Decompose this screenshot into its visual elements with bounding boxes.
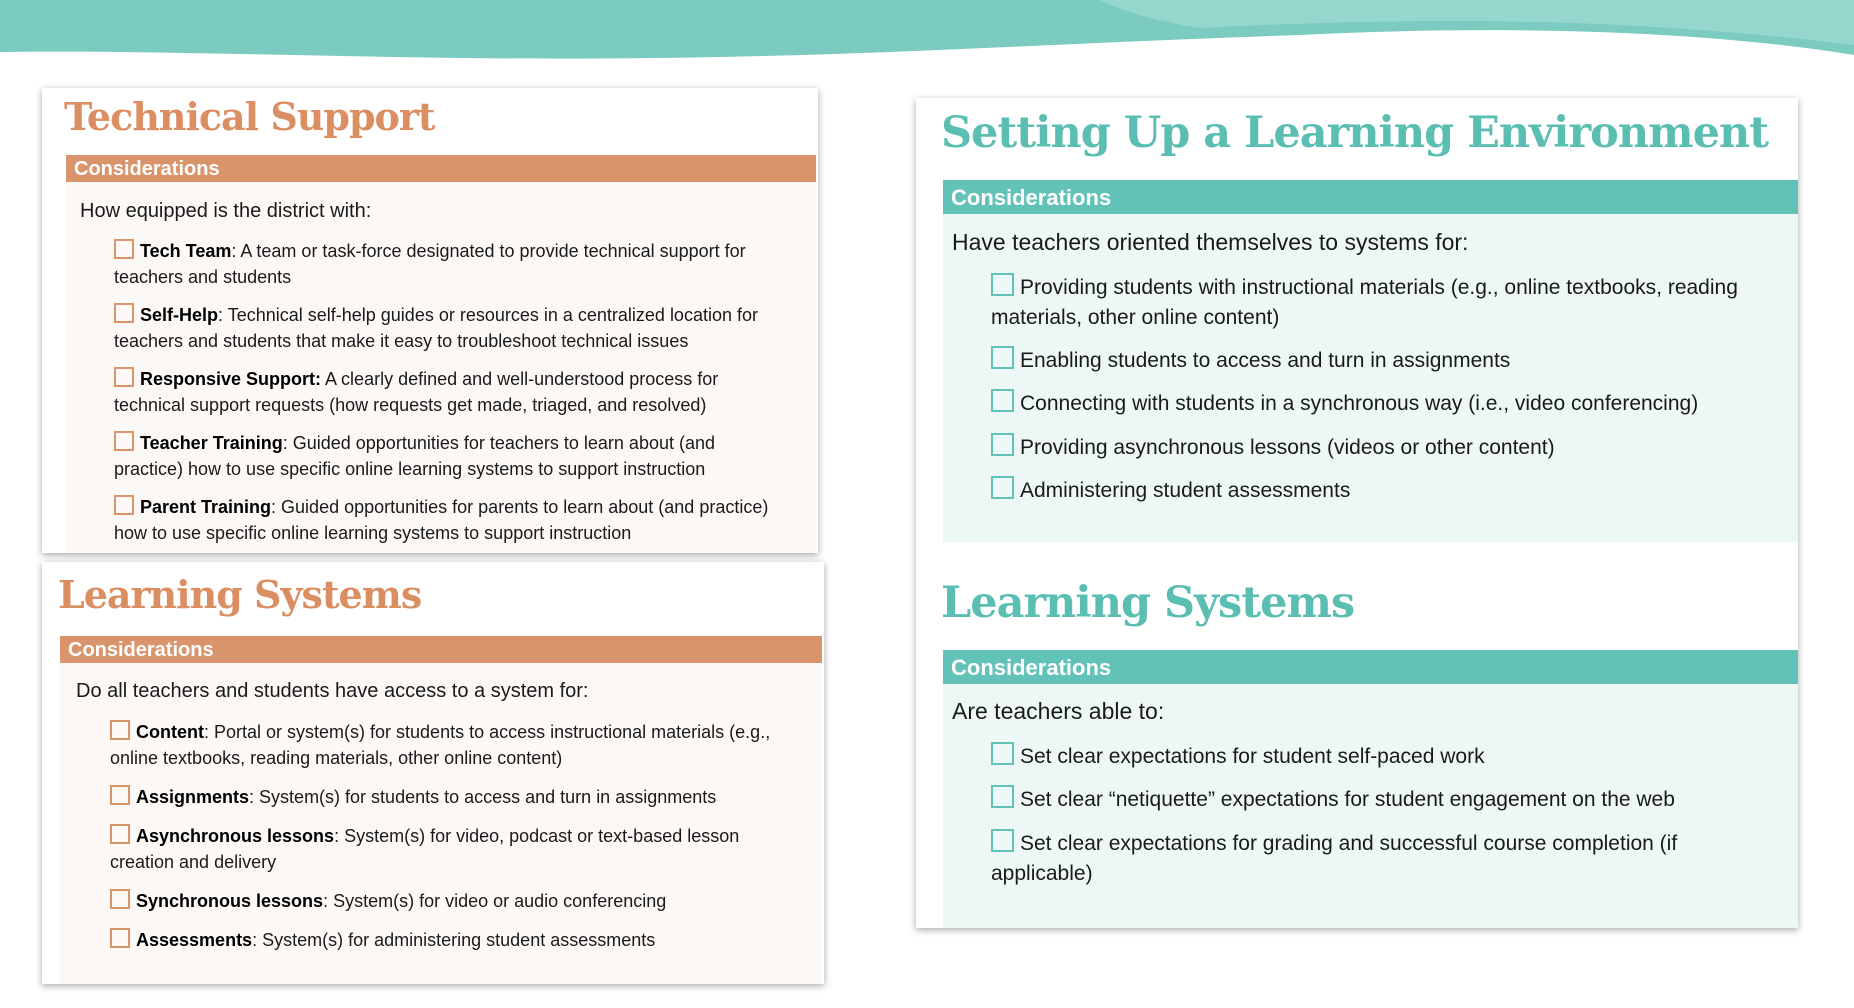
checkbox[interactable] (114, 367, 134, 387)
considerations-bar: Considerations (943, 650, 1798, 684)
checklist-item-assessments: Assessments: System(s) for administering student assessments (110, 927, 800, 953)
technical-support-title: Technical Support (64, 94, 435, 139)
checkbox[interactable] (991, 829, 1014, 852)
checkbox[interactable] (991, 273, 1014, 296)
checklist-item-parent-training: Parent Training: Guided opportunities for parents to learn about (and practice) how to use specific online learning systems to support instruction (114, 497, 769, 544)
checklist-item-content: Content: Portal or system(s) for students to access instructional materials (e.g., online textbooks, reading materials, other online content) (110, 722, 771, 769)
checklist-item-grading: Set clear expectations for grading and successful course completion (if applicable) (991, 829, 1711, 890)
checklist-item-responsive-support: Responsive Support: A clearly defined and well-understood process for technical support requests (how requests get made, triaged, and resolved) (114, 369, 719, 416)
checkbox[interactable] (110, 785, 130, 805)
checkbox[interactable] (991, 476, 1014, 499)
learning-systems-title: Learning Systems (941, 578, 1355, 628)
checklist-item-self-help: Self-Help: Technical self-help guides or resources in a centralized location for teachers and students that make it easy to troubleshoot technical issues (114, 305, 758, 352)
checkbox[interactable] (991, 742, 1014, 765)
considerations-bar: Considerations (943, 180, 1798, 214)
learning-environment-title: Setting Up a Learning Environment (941, 108, 1769, 158)
checkbox[interactable] (991, 346, 1014, 369)
checkbox[interactable] (110, 720, 130, 740)
checklist-item-asynchronous-lessons: Asynchronous lessons: System(s) for video, podcast or text-based lesson creation and delivery (110, 826, 740, 873)
header-wave (0, 0, 1854, 70)
checkbox[interactable] (991, 389, 1014, 412)
intro-text: How equipped is the district with: (80, 200, 372, 222)
checkbox[interactable] (991, 433, 1014, 456)
intro-text: Are teachers able to: (952, 698, 1165, 724)
intro-text: Have teachers oriented themselves to systems for: (952, 229, 1469, 255)
learning-systems-card-left (42, 562, 824, 984)
checkbox[interactable] (114, 431, 134, 451)
checklist-item-teacher-training: Teacher Training: Guided opportunities for teachers to learn about (and practice) how to use specific online learning systems to support instruction (114, 433, 716, 480)
checkbox[interactable] (114, 239, 134, 259)
checkbox[interactable] (110, 928, 130, 948)
checklist-item-synchronous-lessons: Synchronous lessons: System(s) for video or audio conferencing (110, 888, 800, 914)
checkbox[interactable] (110, 824, 130, 844)
checklist-item-netiquette: Set clear “netiquette” expectations for student engagement on the web (991, 785, 1771, 815)
checkbox[interactable] (114, 495, 134, 515)
technical-support-card (42, 88, 818, 553)
checklist-item-assessments: Administering student assessments (991, 476, 1771, 506)
checklist-item-instructional-materials: Providing students with instructional materials (e.g., online textbooks, reading materials, other online content) (991, 273, 1771, 334)
considerations-bar: Considerations (60, 636, 822, 663)
checklist-item-asynchronous: Providing asynchronous lessons (videos or other content) (991, 433, 1771, 463)
checklist-item-synchronous: Connecting with students in a synchronous way (i.e., video conferencing) (991, 389, 1771, 419)
learning-systems-title: Learning Systems (58, 572, 422, 617)
intro-text: Do all teachers and students have access to a system for: (76, 680, 589, 702)
learning-environment-card (916, 98, 1798, 928)
considerations-bar: Considerations (66, 155, 816, 182)
checkbox[interactable] (991, 785, 1014, 808)
checkbox[interactable] (110, 889, 130, 909)
checklist-item-tech-team: Tech Team: A team or task-force designated to provide technical support for teachers and students (114, 241, 746, 288)
checkbox[interactable] (114, 303, 134, 323)
checklist-item-assignments: Enabling students to access and turn in assignments (991, 346, 1771, 376)
checklist-item-self-paced: Set clear expectations for student self-paced work (991, 742, 1771, 772)
checklist-item-assignments: Assignments: System(s) for students to access and turn in assignments (110, 784, 800, 810)
